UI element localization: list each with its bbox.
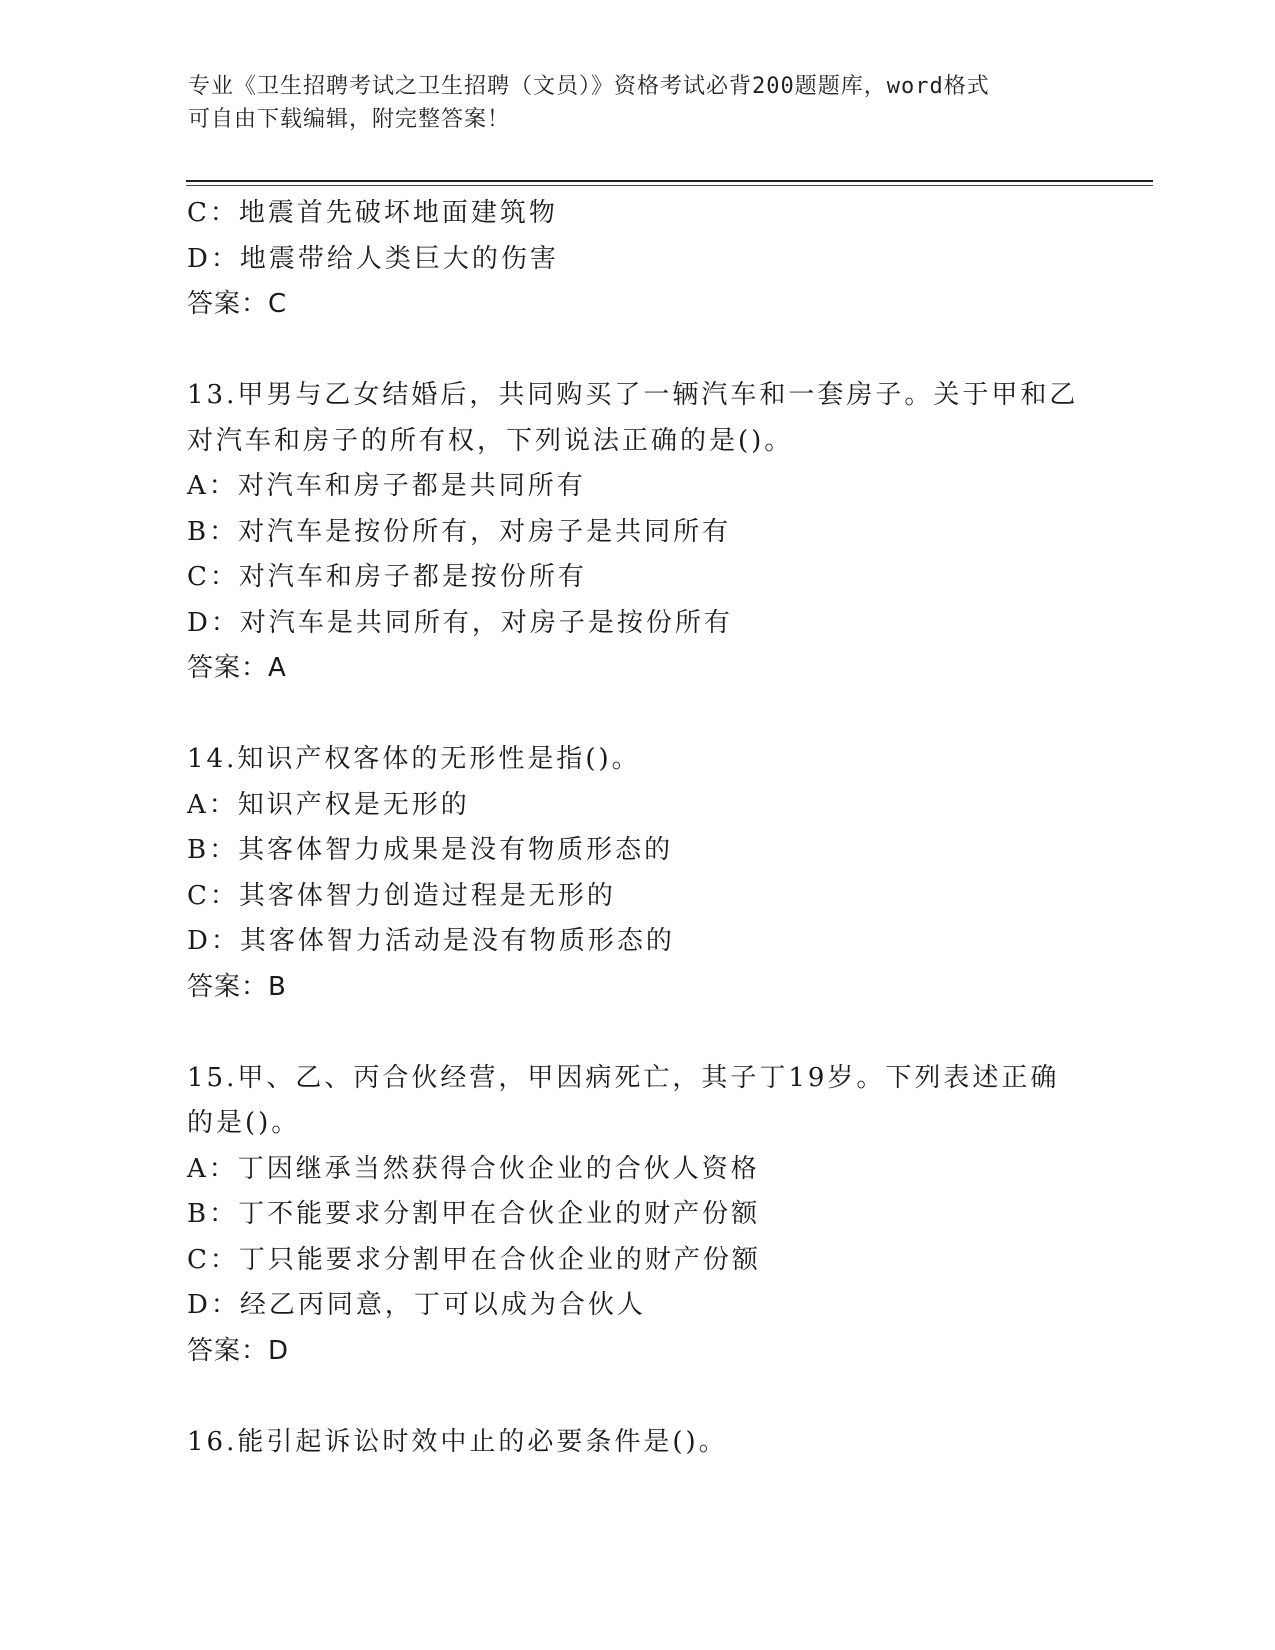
question-14 [187,737,1087,1010]
option-a: A：对汽车和房子都是共同所有 [187,471,586,501]
question-15 [187,1056,1087,1375]
header-line-2: 可自由下载编辑，附完整答案！ [188,107,511,132]
spacer [187,692,1087,738]
option-d: D：其客体智力活动是没有物质形态的 [187,926,675,956]
option-d: D：对汽车是共同所有，对房子是按份所有 [187,607,733,638]
header-rule-thin [186,185,1153,186]
question-stem-line: 13.甲男与乙女结婚后，共同购买了一辆汽车和一套房子。关于甲和乙 [187,380,1079,410]
question-stem-line: 16.能引起诉讼时效中止的必要条件是()。 [187,1426,728,1457]
option-c: C：对汽车和房子都是按份所有 [187,562,587,592]
header-line-1: 专业《卫生招聘考试之卫生招聘（文员）》资格考试必背200题题库，word格式 [188,74,990,99]
answer-label: 答案：A [187,653,287,683]
question-16 [187,1420,1087,1466]
option-b: B：丁不能要求分割甲在合伙企业的财产份额 [187,1199,761,1229]
option-a: A：丁因继承当然获得合伙企业的合伙人资格 [187,1153,760,1184]
spacer [187,1374,1087,1420]
question-13 [187,373,1087,692]
option-d: D：经乙丙同意，丁可以成为合伙人 [187,1290,646,1320]
page-header [188,70,1088,136]
answer-label: 答案：C [187,289,288,319]
option-c: C：其客体智力创造过程是无形的 [187,880,616,911]
option-a: A：知识产权是无形的 [187,789,470,820]
option-b: B：其客体智力成果是没有物质形态的 [187,835,674,865]
spacer [187,1010,1087,1056]
answer-label: 答案：D [187,1335,290,1366]
question-stem-line: 对汽车和房子的所有权，下列说法正确的是()。 [187,425,794,456]
option-d: D：地震带给人类巨大的伤害 [187,243,559,274]
question-list [187,191,1087,1465]
question-stem-line: 15.甲、乙、丙合伙经营，甲因病死亡，其子丁19岁。下列表述正确 [187,1062,1060,1093]
header-rule-thick [186,180,1153,182]
option-c: C：地震首先破坏地面建筑物 [187,198,558,228]
question-stem-line: 的是()。 [187,1108,301,1138]
option-b: B：对汽车是按份所有，对房子是共同所有 [187,516,732,547]
question-12-partial [187,191,1087,328]
question-stem-line: 14.知识产权客体的无形性是指()。 [187,744,641,774]
answer-label: 答案：B [187,971,287,1002]
spacer [187,328,1087,374]
option-c: C：丁只能要求分割甲在合伙企业的财产份额 [187,1244,761,1275]
